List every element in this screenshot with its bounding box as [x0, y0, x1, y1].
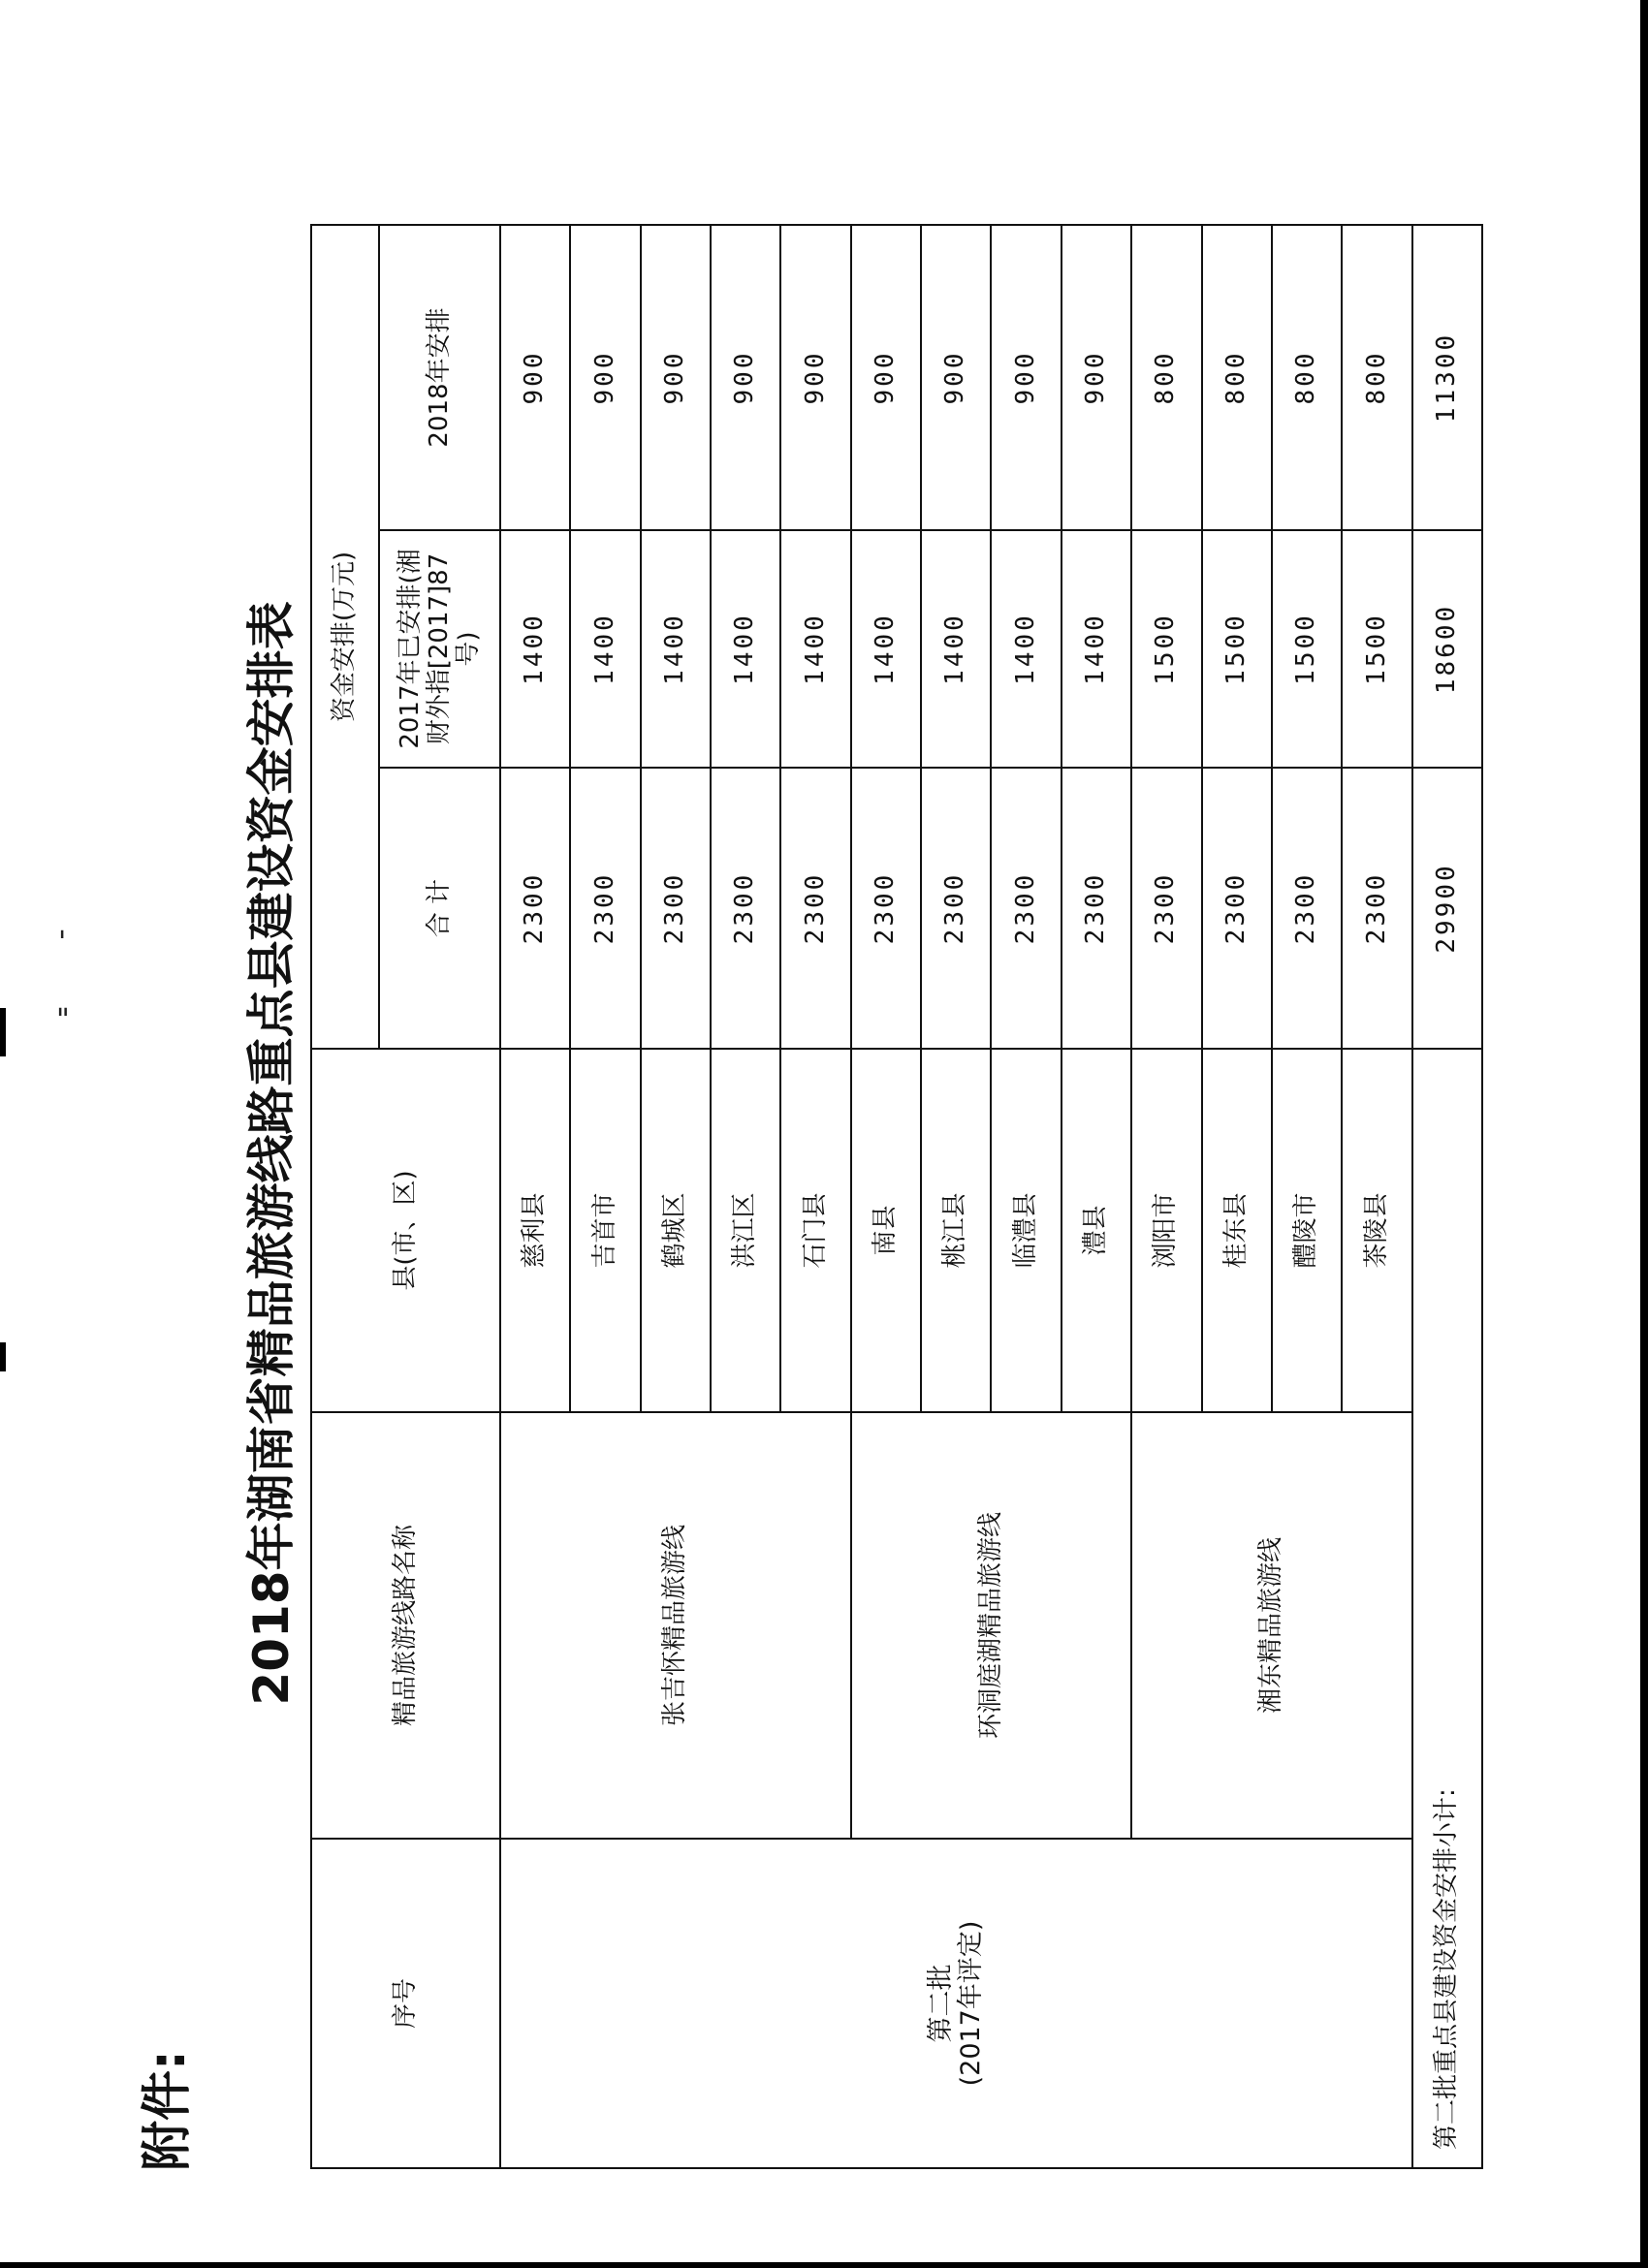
batch-note: (2017年评定) — [956, 1920, 987, 2087]
subtotal-2017: 18600 — [1412, 530, 1482, 768]
y2017-cell: 1400 — [921, 530, 991, 768]
y2018-cell: 900 — [711, 225, 780, 530]
scan-speck: ' — [58, 926, 67, 960]
header-seq: 序号 — [311, 1839, 500, 2168]
y2018-cell: 900 — [570, 225, 640, 530]
total-cell: 2300 — [711, 768, 780, 1049]
total-cell: 2300 — [500, 768, 570, 1049]
total-cell: 2300 — [1131, 768, 1201, 1049]
total-cell: 2300 — [1202, 768, 1272, 1049]
y2018-cell: 800 — [1202, 225, 1272, 530]
county-cell: 桂东县 — [1202, 1049, 1272, 1412]
county-cell: 桃江县 — [921, 1049, 991, 1412]
header-route-name: 精品旅游线路名称 — [311, 1412, 500, 1839]
y2018-cell: 900 — [851, 225, 921, 530]
total-cell: 2300 — [570, 768, 640, 1049]
subtotal-total: 29900 — [1412, 768, 1482, 1049]
y2017-cell: 1500 — [1272, 530, 1342, 768]
total-cell: 2300 — [921, 768, 991, 1049]
y2018-cell: 900 — [641, 225, 711, 530]
county-cell: 石门县 — [780, 1049, 850, 1412]
header-2018-arranged: 2018年安排 — [379, 225, 500, 530]
scan-edge-left-mid — [0, 1342, 6, 1371]
route-name: 张吉怀精品旅游线 — [500, 1412, 851, 1839]
total-cell: 2300 — [1272, 768, 1342, 1049]
rotated-document — [97, 213, 1503, 2171]
total-cell: 2300 — [1062, 768, 1131, 1049]
y2018-cell: 900 — [921, 225, 991, 530]
county-cell: 吉首市 — [570, 1049, 640, 1412]
county-cell: 鹤城区 — [641, 1049, 711, 1412]
y2017-cell: 1400 — [641, 530, 711, 768]
county-cell: 浏阳市 — [1131, 1049, 1201, 1412]
county-cell: 茶陵县 — [1342, 1049, 1411, 1412]
y2018-cell: 800 — [1342, 225, 1411, 530]
y2018-cell: 800 — [1272, 225, 1342, 530]
subtotal-label: 第二批重点县建设资金安排小计: — [1412, 1049, 1482, 2168]
header-total: 合 计 — [379, 768, 500, 1049]
table-header-row — [311, 225, 379, 2168]
y2017-cell: 1400 — [851, 530, 921, 768]
attachment-label: 附件: — [139, 2050, 197, 2171]
scan-edge-right — [1640, 0, 1648, 2268]
county-cell: 南县 — [851, 1049, 921, 1412]
scan-edge-left-top — [0, 1008, 6, 1056]
y2018-cell: 900 — [1062, 225, 1131, 530]
county-cell: 临澧县 — [991, 1049, 1061, 1412]
y2018-cell: 900 — [780, 225, 850, 530]
y2018-cell: 900 — [500, 225, 570, 530]
y2017-cell: 1500 — [1131, 530, 1201, 768]
y2018-cell: 900 — [991, 225, 1061, 530]
y2017-cell: 1400 — [1062, 530, 1131, 768]
total-cell: 2300 — [780, 768, 850, 1049]
total-cell: 2300 — [991, 768, 1061, 1049]
header-funding-group: 资金安排(万元) — [311, 225, 379, 1049]
table-row — [500, 225, 570, 2168]
header-county: 县(市、区) — [311, 1049, 500, 1412]
county-cell: 慈利县 — [500, 1049, 570, 1412]
scan-edge-bottom — [0, 2262, 1648, 2268]
route-name: 湘东精品旅游线 — [1131, 1412, 1411, 1839]
subtotal-2018: 11300 — [1412, 225, 1482, 530]
y2017-cell: 1400 — [711, 530, 780, 768]
total-cell: 2300 — [1342, 768, 1411, 1049]
batch-cell — [500, 1839, 1412, 2168]
y2017-cell: 1400 — [991, 530, 1061, 768]
total-cell: 2300 — [641, 768, 711, 1049]
y2018-cell: 800 — [1131, 225, 1201, 530]
scan-speck: " — [56, 1003, 70, 1037]
county-cell: 醴陵市 — [1272, 1049, 1342, 1412]
y2017-cell: 1400 — [780, 530, 850, 768]
y2017-cell: 1400 — [570, 530, 640, 768]
header-2017-arranged: 2017年已安排(湘财外指[2017]87号) — [379, 530, 500, 768]
subtotal-row — [1412, 225, 1482, 2168]
batch-name: 第二批 — [926, 1964, 957, 2043]
funding-table — [310, 224, 1483, 2169]
county-cell: 洪江区 — [711, 1049, 780, 1412]
y2017-cell: 1500 — [1342, 530, 1411, 768]
document-title: 2018年湖南省精品旅游线路重点县建设资金安排表 — [243, 601, 300, 1706]
total-cell: 2300 — [851, 768, 921, 1049]
y2017-cell: 1500 — [1202, 530, 1272, 768]
county-cell: 澧县 — [1062, 1049, 1131, 1412]
route-name: 环洞庭湖精品旅游线 — [851, 1412, 1131, 1839]
y2017-cell: 1400 — [500, 530, 570, 768]
